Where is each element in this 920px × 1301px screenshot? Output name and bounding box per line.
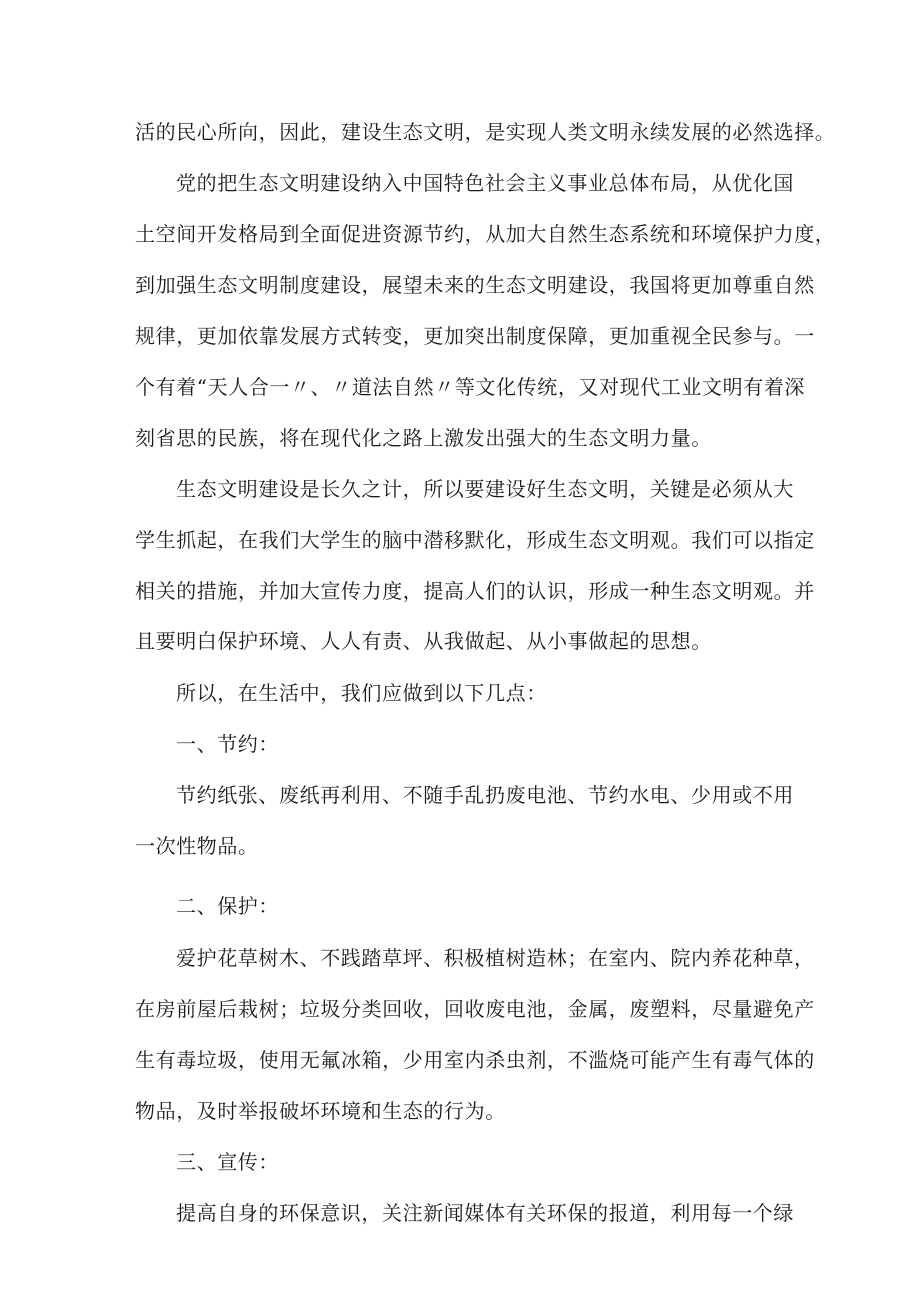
text-line: 且要明白保护环境、人人有责、从我做起、从小事做起的思想。 [135, 629, 712, 653]
section-heading: 一、节约： [176, 732, 279, 756]
text-line: 土空间开发格局到全面促进资源节约，从加大自然生态系统和环境保护力度， [135, 222, 836, 246]
text-line: 相关的措施，并加大宣传力度，提高人们的认识，形成一种生态文明观。并 [135, 579, 815, 603]
text-line: 爱护花草树木、不践踏草坪、积极植树造林；在室内、院内养花种草， [176, 946, 815, 970]
text-line: 节约纸张、废纸再利用、不随手乱扔废电池、节约水电、少用或不用 [176, 783, 794, 807]
text-line: 到加强生态文明制度建设，展望未来的生态文明建设，我国将更加尊重自然 [135, 273, 815, 297]
text-line: 生有毒垃圾，使用无氟冰箱，少用室内杀虫剂，不滥烧可能产生有毒气体的 [135, 1048, 815, 1072]
text-line: 党的把生态文明建设纳入中国特色社会主义事业总体布局，从优化国 [176, 171, 794, 195]
text-line: 所以，在生活中，我们应做到以下几点： [176, 681, 547, 705]
text-line: 在房前屋后栽树；垃圾分类回收，回收废电池，金属，废塑料，尽量避免产 [135, 997, 815, 1021]
text-line: 活的民心所向，因此，建设生态文明，是实现人类文明永续发展的必然选择。 [135, 120, 836, 144]
text-line: 生态文明建设是长久之计，所以要建设好生态文明，关键是必须从大 [176, 477, 794, 501]
section-heading: 三、宣传： [176, 1150, 279, 1174]
text-line: 刻省思的民族，将在现代化之路上激发出强大的生态文明力量。 [135, 426, 712, 450]
text-line: 个有着“天人合一〃、〃道法自然〃等文化传统，又对现代工业文明有着深 [135, 375, 806, 399]
text-line: 一次性物品。 [135, 834, 259, 858]
text-line: 规律，更加依靠发展方式转变，更加突出制度保障，更加重视全民参与。一 [135, 324, 815, 348]
text-line: 学生抓起，在我们大学生的脑中潜移默化，形成生态文明观。我们可以指定 [135, 528, 815, 552]
text-line: 物品，及时举报破坏环境和生态的行为。 [135, 1099, 506, 1123]
text-line: 提高自身的环保意识，关注新闻媒体有关环保的报道，利用每一个绿 [176, 1201, 794, 1225]
section-heading: 二、保护： [176, 894, 279, 918]
